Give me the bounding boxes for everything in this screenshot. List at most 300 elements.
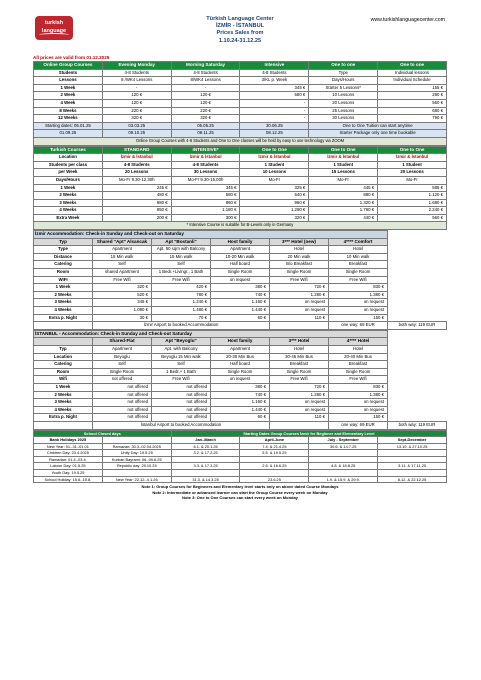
table-cell: 30 € xyxy=(93,314,152,322)
table-cell: 560 € xyxy=(378,99,447,107)
table-cell: 30-45 Min Bus xyxy=(270,353,329,361)
table-cell: 720 € xyxy=(270,383,329,391)
table-cell: 05.05.25 xyxy=(171,122,240,130)
table-cell: 960 € xyxy=(240,199,309,207)
istanbul-accommodation-table xyxy=(33,330,447,430)
table-cell: One to one xyxy=(378,62,447,70)
table-row xyxy=(34,368,447,376)
table-cell: 850 € xyxy=(102,207,171,215)
table-cell xyxy=(240,456,309,463)
table-cell: 60 € xyxy=(211,414,270,422)
table-cell: Jan.-March xyxy=(171,437,240,444)
table-cell: Extra p. Night xyxy=(34,414,93,422)
table-cell: 345 € xyxy=(240,84,309,92)
table-cell xyxy=(378,470,447,477)
table-cell: Days/Hours xyxy=(309,77,378,85)
table-cell: not offered xyxy=(93,414,152,422)
table-row xyxy=(34,345,447,353)
table-cell: 325 € xyxy=(240,184,309,192)
table-cell: 15 Min walk xyxy=(93,253,152,261)
table-cell: 1 Week xyxy=(34,284,93,292)
table-cell: 1.080 € xyxy=(93,307,152,315)
table-cell: * Intensive Course is suitable for B-Levels only in Germany xyxy=(34,222,447,230)
table-row xyxy=(34,214,447,222)
table-cell: Free Wifi xyxy=(329,376,388,384)
table-cell: School Closed days xyxy=(34,430,172,437)
website-link[interactable]: www.turkishlanguagecenter.com xyxy=(370,17,445,23)
table-cell: Apt. with Balcony xyxy=(152,345,211,353)
table-row xyxy=(34,269,447,277)
table-cell: 30.06.25 xyxy=(240,122,309,130)
table-cell: not offered xyxy=(152,406,211,414)
title-line: Prices Sales from xyxy=(216,30,264,37)
table-cell: 150 € xyxy=(329,314,388,322)
table-row xyxy=(34,276,447,284)
table-cell: 1.380 € xyxy=(329,291,388,299)
table-cell: B/o Breakfast xyxy=(270,261,329,269)
table-cell: Ramadan: 01.4.-03.4. xyxy=(34,456,103,463)
table-cell: Apartment xyxy=(211,345,270,353)
table-cell: 20 Lessons xyxy=(309,99,378,107)
table-cell: 4.8. & 18.8.25 xyxy=(309,463,378,470)
table-cell: 25 Lessons xyxy=(309,107,378,115)
table-cell: 680 € xyxy=(102,199,171,207)
table-cell: 220 € xyxy=(171,107,240,115)
table-cell: Starter 5 Lessons* xyxy=(309,84,378,92)
table-cell: Mo-Fr xyxy=(378,176,447,184)
table-cell: Intensive xyxy=(240,62,309,70)
table-cell: 20 Lessons xyxy=(378,169,447,177)
table-cell: 5.5. & 19.5.25 xyxy=(240,450,309,457)
table-cell: 1 Week xyxy=(34,184,103,192)
table-cell: 580 € xyxy=(171,192,240,200)
table-cell: 560 € xyxy=(378,214,447,222)
table-cell: İzmir & İstanbul xyxy=(171,154,240,162)
table-cell: 320 € xyxy=(240,214,309,222)
table-cell: 20-40 Min Bus xyxy=(329,353,388,361)
table-cell: Beyoglu 15 Min walk xyxy=(152,353,211,361)
table-cell: 08.11.25 xyxy=(171,130,240,138)
table-cell: on request xyxy=(211,376,270,384)
table-cell: İstanbul Airport to booked Accommodation xyxy=(93,421,270,429)
table-cell: Typ xyxy=(34,345,93,353)
table-cell: 1.480 € xyxy=(152,307,211,315)
table-cell: 1.440 € xyxy=(211,307,270,315)
section-title xyxy=(34,330,447,338)
table-cell: 01.09.25 xyxy=(34,130,103,138)
table-cell xyxy=(270,322,329,330)
table-cell: on request xyxy=(270,406,329,414)
table-row xyxy=(34,207,447,215)
table-cell: Single Room xyxy=(211,269,270,277)
table-cell: 4-8 Students xyxy=(102,69,171,77)
table-cell: İSTANBUL - Accommodation: Check-in Sunday and Check-out Saturday xyxy=(34,330,388,338)
table-row xyxy=(34,437,447,444)
table-cell: Morning Saturday xyxy=(171,62,240,70)
table-cell: 680 € xyxy=(378,107,447,115)
table-cell: Lessons xyxy=(34,77,103,85)
table-row xyxy=(34,450,447,457)
table-row xyxy=(34,353,447,361)
table-cell: 1.280 € xyxy=(270,291,329,299)
table-cell: - xyxy=(240,99,309,107)
table-cell: 1 Bedr.+Livingr., 1 Bath xyxy=(152,269,211,277)
table-row xyxy=(34,414,447,422)
table-cell: not offered xyxy=(152,399,211,407)
table-cell: Hotel xyxy=(329,345,388,353)
table-cell: 120 € xyxy=(102,99,171,107)
table-cell xyxy=(309,450,378,457)
table-row xyxy=(34,399,447,407)
table-cell: 20 Lessons xyxy=(102,169,171,177)
table-cell: İzmir & İstanbul xyxy=(378,154,447,162)
table-cell: 720 € xyxy=(270,284,329,292)
table-cell: 3.3. & 17.3.25 xyxy=(171,463,240,470)
table-cell: 3*** Hotel xyxy=(270,338,329,346)
table-cell: 2.240 € xyxy=(378,207,447,215)
table-cell: Labour Day: 01.5.25 xyxy=(34,463,103,470)
table-cell: Students xyxy=(34,69,103,77)
table-note xyxy=(34,222,447,230)
table-cell: 8 /WK4 Lessons xyxy=(102,77,171,85)
table-cell: 2 Weeks xyxy=(34,391,93,399)
table-cell: 120 € xyxy=(102,92,171,100)
table-cell xyxy=(34,421,93,429)
table-cell: April-June xyxy=(240,437,309,444)
table-cell: İzmir Accommodation: Check-in Sunday and Check-out on Saturday xyxy=(34,231,388,239)
table-cell: 4**** Hotel xyxy=(329,338,388,346)
table-cell: not offered xyxy=(93,399,152,407)
table-cell: One to one xyxy=(309,62,378,70)
table-cell: Starter Package only one time bookable xyxy=(309,130,447,138)
table-row xyxy=(34,99,447,107)
table-cell: Apartment xyxy=(93,246,152,254)
table-cell: Shared "Apt" Alsancak xyxy=(93,238,152,246)
table-cell: not offered xyxy=(152,383,211,391)
table-cell: 380 € xyxy=(211,284,270,292)
table-cell: Apt "Beyoglu" xyxy=(152,338,211,346)
table-row xyxy=(34,261,447,269)
table-cell: per Week xyxy=(34,169,103,177)
table-cell: Extra Week xyxy=(34,214,103,222)
table-header xyxy=(34,238,447,246)
table-cell: 640 € xyxy=(240,192,309,200)
table-row xyxy=(34,361,447,369)
table-cell: 30.6. & 14.7.25 xyxy=(309,443,378,450)
table-cell: 110 € xyxy=(270,314,329,322)
table-row xyxy=(34,322,447,330)
table-cell: Mo-Fr 9.30-12.30h xyxy=(102,176,171,184)
table-cell: - xyxy=(102,84,171,92)
table-cell: on request xyxy=(211,276,270,284)
table-cell: Online Group Courses with 4-8 Students and One to One classes will be held by easy to use technology via ZOOM xyxy=(34,137,447,145)
table-cell: July - September xyxy=(309,437,378,444)
table-cell: Bank Holidays 2025 xyxy=(34,437,103,444)
table-cell: not offered xyxy=(152,391,211,399)
table-cell: 220 € xyxy=(102,107,171,115)
table-row xyxy=(34,476,447,483)
table-cell: 1.120 € xyxy=(378,192,447,200)
table-cell: 1.180 € xyxy=(171,207,240,215)
table-cell: 3 Weeks xyxy=(34,299,93,307)
table-cell: İzmir & İstanbul xyxy=(102,154,171,162)
table-cell: Days/Hours xyxy=(34,176,103,184)
table-cell: 03.03.25 xyxy=(102,122,171,130)
table-cell: 12 Weeks xyxy=(34,115,103,123)
table-cell: on request xyxy=(329,406,388,414)
table-cell: Self xyxy=(93,361,152,369)
table-cell: 1.380 € xyxy=(329,391,388,399)
table-cell: 1.760 € xyxy=(309,207,378,215)
table-cell: Typ xyxy=(34,238,93,246)
table-cell: Single Room xyxy=(211,368,270,376)
table-cell: Individual lessons xyxy=(378,69,447,77)
table-cell: Online Group Courses xyxy=(34,62,103,70)
table-cell: 4-8 Students xyxy=(171,69,240,77)
table-cell: 880 € xyxy=(309,192,378,200)
table-cell: 520 € xyxy=(93,291,152,299)
table-cell: Starting Dates Group Courses İzmir for Beginner and Elementary Level xyxy=(171,430,446,437)
table-cell: Room xyxy=(34,368,93,376)
table-header xyxy=(34,146,447,154)
turkish-courses-table xyxy=(33,146,447,231)
table-cell: 320 € xyxy=(93,284,152,292)
table-cell: 09.10.25 xyxy=(102,130,171,138)
table-cell: Beyoglu xyxy=(93,353,152,361)
table-cell xyxy=(240,470,309,477)
table-header xyxy=(34,338,447,346)
brand-logo: turkish language xyxy=(35,16,73,40)
online-courses-table xyxy=(33,61,447,146)
table-cell: Single Room xyxy=(329,368,388,376)
table-cell: 1 Week xyxy=(34,383,93,391)
table-cell: 15 Lessons xyxy=(309,169,378,177)
table-row xyxy=(34,154,447,162)
table-row xyxy=(34,169,447,177)
table-cell: 830 € xyxy=(329,284,388,292)
table-cell: 7.4. & 21.4.25 xyxy=(240,443,309,450)
table-row xyxy=(34,184,447,192)
table-cell: Youth Day: 19.5.25 xyxy=(34,470,103,477)
table-cell: Single Room xyxy=(270,368,329,376)
table-cell: 320 € xyxy=(171,115,240,123)
table-cell: 580 € xyxy=(240,92,309,100)
table-cell: 8/WK4 Lessons xyxy=(171,77,240,85)
table-cell: 830 € xyxy=(329,383,388,391)
table-cell: 1.280 € xyxy=(240,207,309,215)
table-cell: Host family xyxy=(211,338,270,346)
table-cell: 10 Lessons xyxy=(309,92,378,100)
table-cell: both way: 119 EUR xyxy=(388,322,447,330)
table-cell: Turkish Courses xyxy=(34,146,103,154)
table-cell: Half board xyxy=(211,261,270,269)
table-cell: 8.12. & 22.12.25 xyxy=(378,476,447,483)
section-title xyxy=(34,231,447,239)
table-cell: Free Wifi xyxy=(152,376,211,384)
table-cell: Republic day: 29.10.25 xyxy=(102,463,171,470)
table-cell: 1 Week xyxy=(34,84,103,92)
table-cell: 4-8 Students xyxy=(240,69,309,77)
table-cell: 10 Min walk xyxy=(329,253,388,261)
table-cell: INTENSIVE* xyxy=(171,146,240,154)
table-cell: 1 Student xyxy=(378,161,447,169)
table-cell: Free Wifi xyxy=(93,276,152,284)
table-cell: 120 € xyxy=(171,99,240,107)
table-row xyxy=(34,192,447,200)
table-cell: Type xyxy=(34,246,93,254)
table-cell xyxy=(270,421,329,429)
title-line: Türkish Language Center xyxy=(206,16,274,22)
table-cell: 4 Week xyxy=(34,99,103,107)
table-cell: Individual Schedule xyxy=(378,77,447,85)
table-cell: 345 € xyxy=(93,299,152,307)
table-row xyxy=(34,307,447,315)
table-cell: on request xyxy=(329,299,388,307)
table-cell: 1 Student xyxy=(240,161,309,169)
table-header xyxy=(34,430,447,437)
table-cell: - xyxy=(240,115,309,123)
table-row xyxy=(34,246,447,254)
table-cell: 740 € xyxy=(211,391,270,399)
table-cell: 3*** Hotel (new) xyxy=(270,238,329,246)
table-cell: not offered xyxy=(93,391,152,399)
table-cell: 860 € xyxy=(171,199,240,207)
table-row xyxy=(34,130,447,138)
table-cell: 2 Weeks xyxy=(34,291,93,299)
table-row xyxy=(34,406,447,414)
table-cell xyxy=(378,456,447,463)
table-cell: 1.240 € xyxy=(152,299,211,307)
table-cell: 6.1. & 20.1.25 xyxy=(171,443,240,450)
table-cell: Unity Day: 19.5.25 xyxy=(102,450,171,457)
table-cell: 1.440 € xyxy=(211,406,270,414)
table-cell: Hotel xyxy=(270,246,329,254)
table-cell: Apt. 50 sqm with Balcony xyxy=(152,246,211,254)
table-cell: 420 € xyxy=(152,284,211,292)
table-row xyxy=(34,176,447,184)
table-cell: 20-30 Min Bus xyxy=(211,353,270,361)
table-cell: Single Room xyxy=(270,269,329,277)
table-cell: Location xyxy=(34,154,103,162)
table-cell: 245 € xyxy=(102,184,171,192)
table-row xyxy=(34,92,447,100)
table-cell: Apartment xyxy=(211,246,270,254)
table-cell: 480 € xyxy=(102,192,171,200)
table-cell: 4-8 Students xyxy=(102,161,171,169)
table-row xyxy=(34,115,447,123)
table-cell: Type xyxy=(309,69,378,77)
table-cell: 2.6. & 16.6.25 xyxy=(240,463,309,470)
table-cell: 10 Lessons xyxy=(240,169,309,177)
footer-notes xyxy=(33,484,447,501)
table-cell: Children Day: 23.4.2025 xyxy=(34,450,103,457)
table-cell: Room xyxy=(34,269,93,277)
table-cell: Location xyxy=(34,353,93,361)
table-row xyxy=(34,122,447,130)
table-cell: Mo-Fr xyxy=(240,176,309,184)
table-cell: not offered xyxy=(93,406,152,414)
table-row xyxy=(34,291,447,299)
table-cell: One to One Tuition can start anytime xyxy=(309,122,447,130)
table-cell: New Year: 01.-31.-01.01 xyxy=(34,443,103,450)
table-cell: 70 € xyxy=(152,314,211,322)
table-cell xyxy=(309,456,378,463)
table-row xyxy=(34,376,447,384)
table-cell xyxy=(34,338,93,346)
table-cell: one way: 69 EUR xyxy=(329,322,388,330)
table-cell: 1.160 € xyxy=(211,299,270,307)
table-cell: on request xyxy=(270,399,329,407)
table-cell xyxy=(102,437,171,444)
table-cell: 4 Weeks xyxy=(34,307,93,315)
table-cell: - xyxy=(171,84,240,92)
table-cell: Kurban Bayrami: 06.-09.6.25 xyxy=(102,456,171,463)
table-cell: 1.9. & 15.9. & 29.9. xyxy=(309,476,378,483)
table-cell: 1.160 € xyxy=(211,399,270,407)
table-row xyxy=(34,107,447,115)
table-cell: One to One xyxy=(309,146,378,154)
table-cell: Free Wifi xyxy=(152,276,211,284)
calendar-table xyxy=(33,430,447,484)
table-row xyxy=(34,161,447,169)
table-cell: 15 Min walk xyxy=(152,253,211,261)
table-cell: Self xyxy=(152,261,211,269)
table-row xyxy=(34,253,447,261)
table-row xyxy=(34,421,447,429)
table-cell: Hotel xyxy=(270,345,329,353)
table-cell: WIFI xyxy=(34,276,93,284)
table-cell: Distance xyxy=(34,253,93,261)
table-cell: 30 Lessons xyxy=(171,169,240,177)
table-note xyxy=(34,137,447,145)
validity-note: All prices are valid from 01.12.2025 xyxy=(33,55,110,60)
table-cell: 345 € xyxy=(171,184,240,192)
izmir-accommodation-table xyxy=(33,230,447,330)
table-row xyxy=(34,199,447,207)
table-cell xyxy=(34,322,93,330)
table-cell: Mo-Fr xyxy=(309,176,378,184)
table-cell: Apartment xyxy=(93,345,152,353)
table-row xyxy=(34,77,447,85)
table-row xyxy=(34,314,447,322)
footer-note: Note 3: One to One Courses can start every week on Monday xyxy=(182,495,298,501)
table-cell: Mo-Fr 9.30-15.00h xyxy=(171,176,240,184)
table-cell: 1.320 € xyxy=(309,199,378,207)
table-cell: both way: 119 EUR xyxy=(388,421,447,429)
table-cell: 4**** Comfort xyxy=(329,238,388,246)
table-cell: 1 Bedr.+ 1 Bath xyxy=(152,368,211,376)
table-cell: Host family xyxy=(211,238,270,246)
table-row xyxy=(34,391,447,399)
table-cell: Starting dates: 05.01.25 xyxy=(34,122,103,130)
table-cell: Free Wifi xyxy=(329,276,388,284)
table-cell: 08.12.25 xyxy=(240,130,309,138)
table-cell: 320 € xyxy=(102,115,171,123)
table-row xyxy=(34,284,447,292)
table-cell: 23.6.25 xyxy=(240,476,309,483)
table-cell: shared Apartment xyxy=(93,269,152,277)
table-cell: 440 € xyxy=(309,214,378,222)
table-cell: 2 Weeks xyxy=(34,192,103,200)
table-cell: Wifi xyxy=(34,376,93,384)
table-cell: on request xyxy=(329,399,388,407)
table-cell: 4 Weeks xyxy=(34,406,93,414)
table-cell: 120 € xyxy=(171,92,240,100)
table-cell xyxy=(309,470,378,477)
table-row xyxy=(34,84,447,92)
table-cell: 200 € xyxy=(102,214,171,222)
table-cell: 3 Weeks xyxy=(34,399,93,407)
